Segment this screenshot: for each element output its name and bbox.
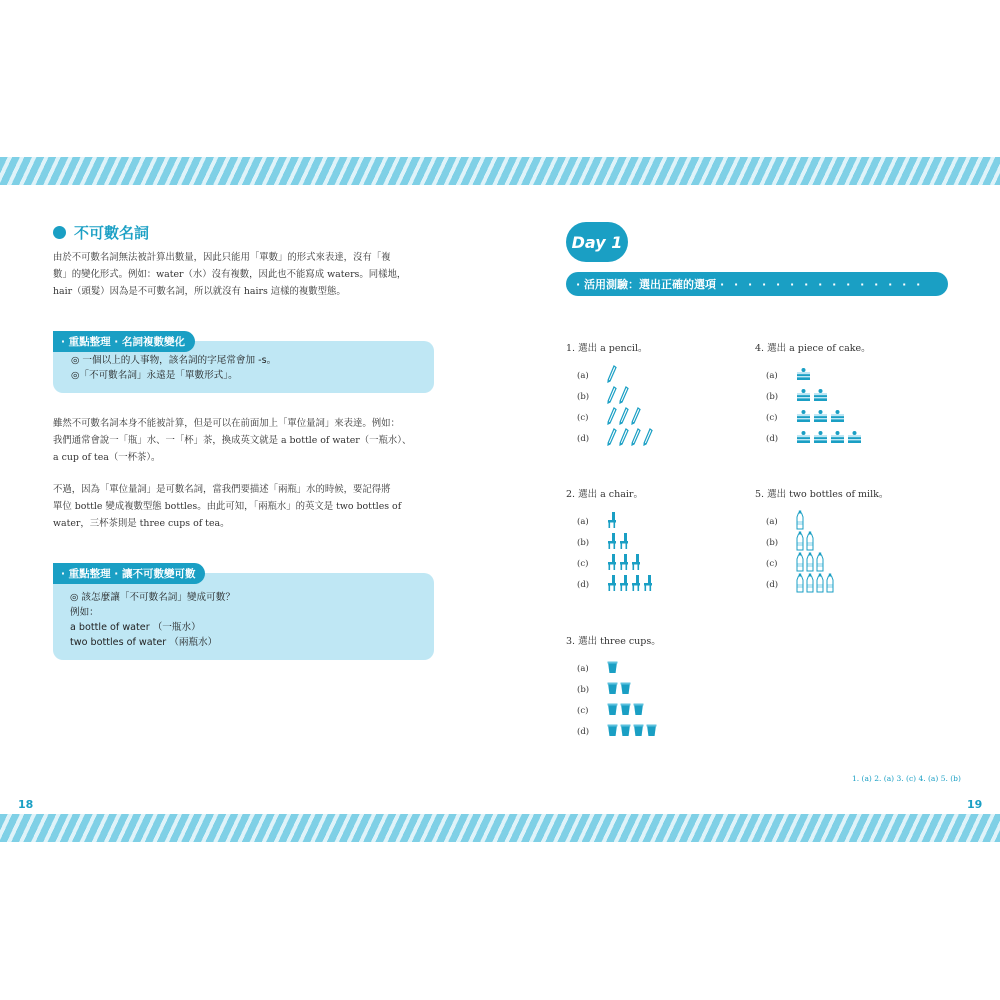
key-point-line: a bottle of water （一瓶水）: [70, 622, 201, 633]
option-icons: [796, 552, 824, 575]
option-label: (b): [766, 537, 779, 548]
question-title: 1. 選出 a pencil。: [566, 343, 648, 354]
option-label: (c): [577, 705, 589, 716]
answer-option[interactable]: [566, 365, 653, 386]
option-label: (c): [766, 558, 778, 569]
paragraph-line: 雖然不可數名詞本身不能被計算，但是可以在前面加上「單位量詞」來表達。例如：: [53, 418, 400, 429]
option-icons: [607, 428, 653, 449]
paragraph-line: 不過，因為「單位量詞」是可數名詞，當我們要描述「兩瓶」水的時候，要記得將: [53, 484, 391, 495]
pencil-icon: [631, 428, 641, 449]
option-label: (c): [577, 558, 589, 569]
milk-bottle-icon: [796, 552, 804, 575]
option-icons: [796, 409, 845, 426]
cup-icon: [607, 682, 618, 698]
key-point-tag: · 重點整理 · 名詞複數變化: [53, 331, 195, 352]
cake-icon: [796, 409, 811, 426]
question-1: [566, 340, 653, 449]
answer-option[interactable]: [566, 679, 661, 700]
section-bar: [566, 272, 948, 296]
paragraph-line: 我們通常會說一「瓶」水、一「杯」茶，換成英文就是 a bottle of water（一瓶水）、: [53, 435, 412, 446]
pencil-icon: [607, 365, 617, 386]
page-number-left: 18: [18, 798, 34, 811]
chair-icon: [607, 574, 617, 595]
day-badge: Day 1: [566, 222, 628, 262]
option-label: (d): [577, 433, 590, 444]
question-title: 3. 選出 three cups。: [566, 636, 661, 647]
option-icons: [607, 574, 653, 595]
answer-option[interactable]: [566, 553, 653, 574]
cup-icon: [607, 661, 618, 677]
pencil-icon: [643, 428, 653, 449]
option-icons: [607, 682, 631, 698]
option-icons: [607, 661, 618, 677]
key-point-line: ◎ 一個以上的人事物，該名詞的字尾常會加 -s。: [71, 355, 277, 366]
answer-option[interactable]: [566, 407, 653, 428]
answer-option[interactable]: [566, 428, 653, 449]
option-label: (d): [577, 726, 590, 737]
cake-icon: [847, 430, 862, 447]
pencil-icon: [619, 407, 629, 428]
option-label: (b): [766, 391, 779, 402]
cake-icon: [796, 430, 811, 447]
milk-bottle-icon: [806, 552, 814, 575]
chair-icon: [619, 532, 629, 553]
section-heading: [53, 222, 149, 243]
answer-option[interactable]: [755, 511, 888, 532]
option-icons: [796, 367, 811, 384]
key-point-line: 例如：: [70, 607, 99, 618]
option-icons: [607, 407, 641, 428]
question-2: [566, 486, 653, 595]
key-point-box-1: [53, 336, 434, 393]
option-icons: [607, 511, 617, 532]
answer-option[interactable]: [566, 658, 661, 679]
milk-bottle-icon: [826, 573, 834, 596]
paragraph-line: water，三杯茶則是 three cups of tea。: [53, 518, 230, 529]
option-icons: [607, 386, 629, 407]
chair-icon: [607, 532, 617, 553]
cup-icon: [620, 724, 631, 740]
answer-option[interactable]: [755, 386, 871, 407]
section-heading-text: 不可數名詞: [74, 224, 150, 242]
option-icons: [796, 531, 814, 554]
option-icons: [607, 553, 641, 574]
paragraph-line: 數」的變化形式。例如：water（水）沒有複數，因此也不能寫成 waters。同樣地，: [53, 269, 407, 280]
option-label: (c): [766, 412, 778, 423]
option-label: (b): [577, 684, 590, 695]
milk-bottle-icon: [816, 573, 824, 596]
top-stripe-band: [0, 157, 1000, 185]
cup-icon: [607, 703, 618, 719]
cake-icon: [796, 388, 811, 405]
chair-icon: [619, 574, 629, 595]
cake-icon: [796, 367, 811, 384]
option-icons: [796, 430, 862, 447]
option-icons: [607, 532, 629, 553]
question-5: [755, 486, 888, 595]
paragraph-line: hair（頭髮）因為是不可數名詞，所以就沒有 hairs 這樣的複數型態。: [53, 286, 346, 297]
answer-option[interactable]: [566, 386, 653, 407]
answer-option[interactable]: [566, 511, 653, 532]
option-icons: [607, 724, 657, 740]
option-icons: [796, 573, 834, 596]
option-label: (a): [577, 516, 589, 527]
chair-icon: [631, 574, 641, 595]
question-title: 2. 選出 a chair。: [566, 489, 643, 500]
key-point-tag: · 重點整理 · 讓不可數變可數: [53, 563, 205, 584]
option-icons: [796, 388, 828, 405]
answer-key: 1. (a) 2. (a) 3. (c) 4. (a) 5. (b): [852, 774, 961, 783]
question-title: 5. 選出 two bottles of milk。: [755, 489, 889, 500]
key-point-line: ◎ 該怎麼讓「不可數名詞」變成可數？: [70, 592, 235, 603]
chair-icon: [607, 511, 617, 532]
paragraph-line: a cup of tea（一杯茶）。: [53, 452, 161, 463]
milk-bottle-icon: [796, 531, 804, 554]
pencil-icon: [619, 428, 629, 449]
paragraph-1: [53, 249, 438, 300]
paragraph-3: [53, 481, 438, 532]
option-icons: [607, 365, 617, 386]
option-label: (a): [766, 516, 778, 527]
answer-option[interactable]: [755, 407, 871, 428]
pencil-icon: [607, 428, 617, 449]
milk-bottle-icon: [796, 510, 804, 533]
answer-option[interactable]: [566, 721, 661, 742]
cake-icon: [813, 430, 828, 447]
answer-option[interactable]: [566, 700, 661, 721]
question-4: [755, 340, 871, 449]
answer-option[interactable]: [755, 553, 888, 574]
milk-bottle-icon: [806, 531, 814, 554]
cup-icon: [620, 703, 631, 719]
paragraph-2: [53, 415, 438, 466]
answer-option[interactable]: [755, 365, 871, 386]
cup-icon: [633, 703, 644, 719]
bottom-stripe-band: [0, 814, 1000, 842]
chair-icon: [631, 553, 641, 574]
answer-option[interactable]: [566, 574, 653, 595]
chair-icon: [607, 553, 617, 574]
pencil-icon: [619, 386, 629, 407]
chair-icon: [619, 553, 629, 574]
cup-icon: [633, 724, 644, 740]
milk-bottle-icon: [806, 573, 814, 596]
page-number-right: 19: [967, 798, 983, 811]
option-label: (c): [577, 412, 589, 423]
section-bar-title: · 活用測驗：選出正確的選項: [576, 278, 717, 291]
bullet-dot-icon: [53, 226, 66, 239]
paragraph-line: 單位 bottle 變成複數型態 bottles。由此可知，「兩瓶水」的英文是 two bottles of: [53, 501, 402, 512]
milk-bottle-icon: [796, 573, 804, 596]
pencil-icon: [631, 407, 641, 428]
cup-icon: [607, 724, 618, 740]
cup-icon: [646, 724, 657, 740]
cake-icon: [813, 409, 828, 426]
option-label: (d): [577, 579, 590, 590]
option-label: (a): [766, 370, 778, 381]
option-label: (d): [766, 433, 779, 444]
key-point-line: two bottles of water （兩瓶水）: [70, 637, 218, 648]
pencil-icon: [607, 386, 617, 407]
option-icons: [607, 703, 644, 719]
answer-option[interactable]: [566, 532, 653, 553]
chair-icon: [643, 574, 653, 595]
question-3: [566, 633, 661, 742]
cake-icon: [813, 388, 828, 405]
answer-option[interactable]: [755, 428, 871, 449]
option-label: (b): [577, 537, 590, 548]
question-title: 4. 選出 a piece of cake。: [755, 343, 871, 354]
milk-bottle-icon: [816, 552, 824, 575]
answer-option[interactable]: [755, 574, 888, 595]
option-label: (a): [577, 370, 589, 381]
cup-icon: [620, 682, 631, 698]
key-point-line: ◎「不可數名詞」永遠是「單數形式」。: [71, 370, 238, 381]
section-bar-dots: · · · · · · · · · · · · · · ·: [720, 277, 924, 291]
option-label: (b): [577, 391, 590, 402]
option-label: (d): [766, 579, 779, 590]
cake-icon: [830, 430, 845, 447]
cake-icon: [830, 409, 845, 426]
paragraph-line: 由於不可數名詞無法被計算出數量，因此只能用「單數」的形式來表達，沒有「複: [53, 252, 391, 263]
answer-option[interactable]: [755, 532, 888, 553]
option-icons: [796, 510, 804, 533]
option-label: (a): [577, 663, 589, 674]
pencil-icon: [607, 407, 617, 428]
key-point-box-2: [53, 568, 434, 660]
